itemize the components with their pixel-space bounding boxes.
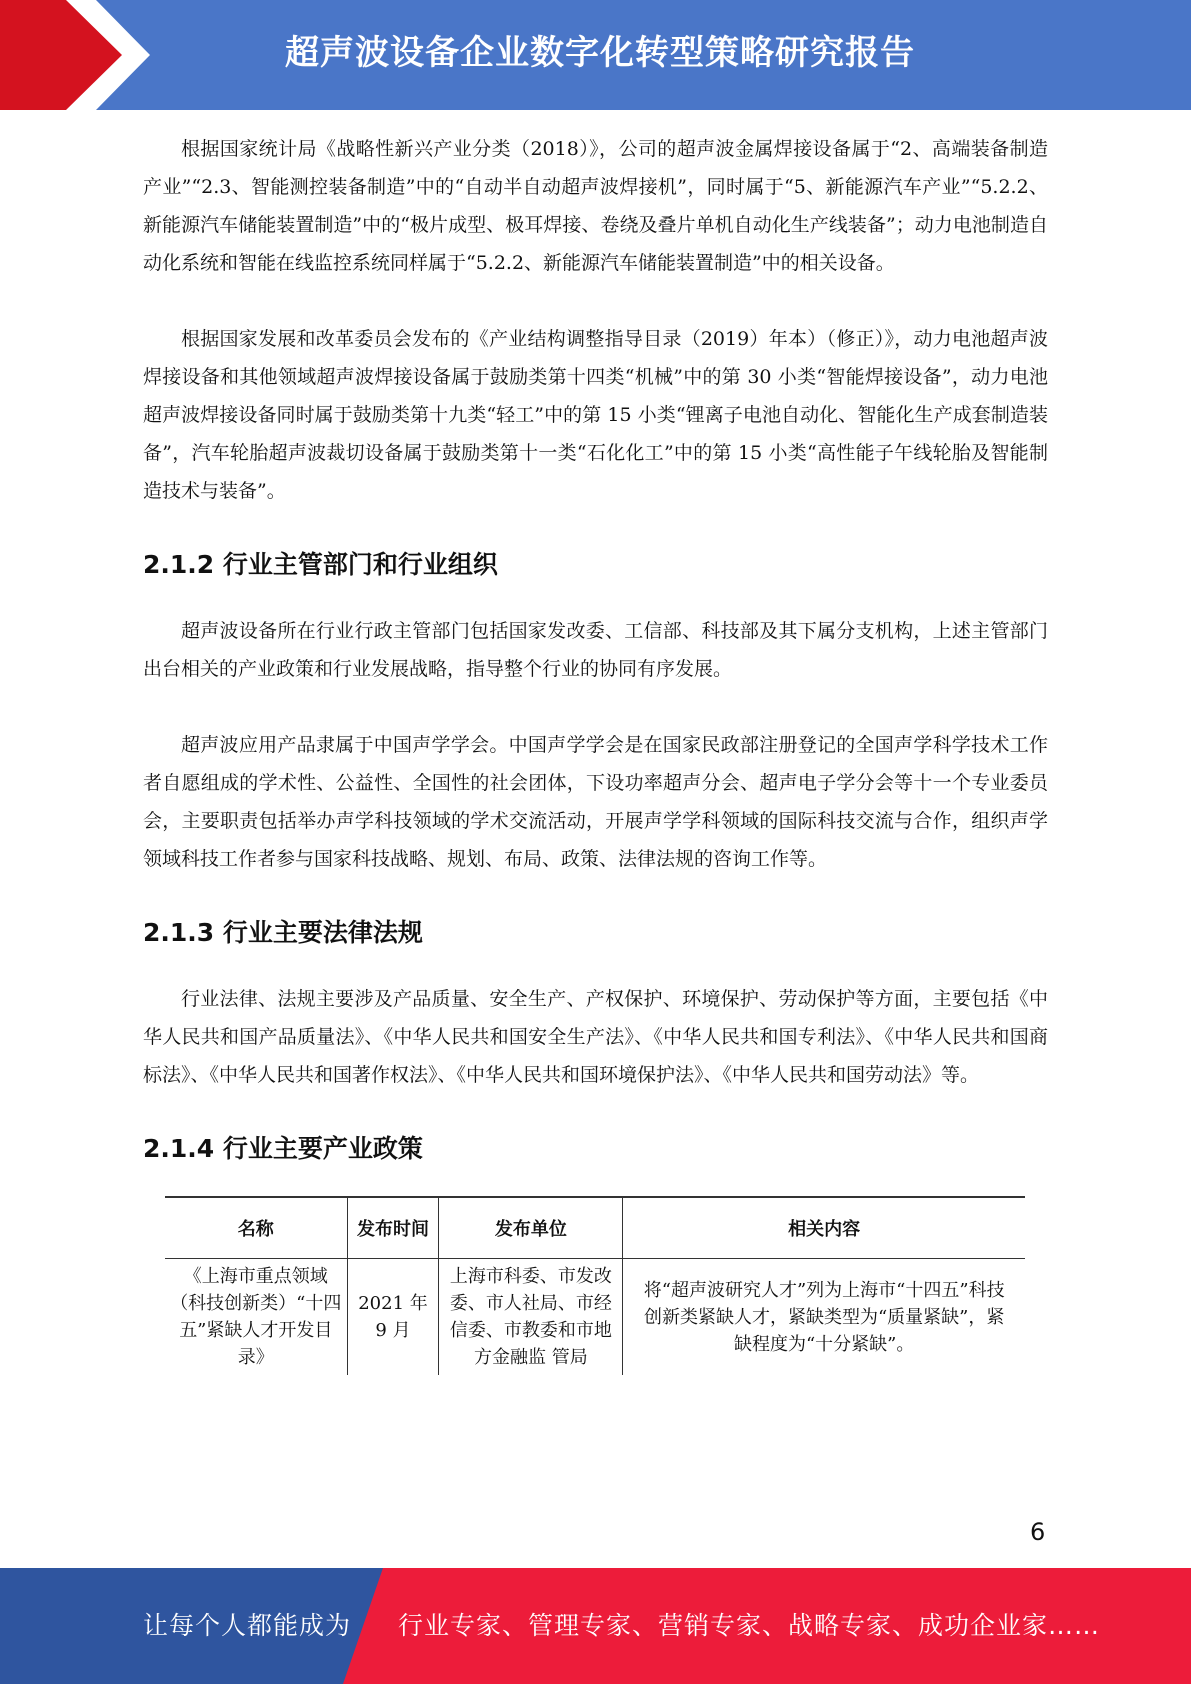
header-name: 名称: [165, 1197, 347, 1259]
page-number: 6: [1030, 1518, 1046, 1546]
cell-related-content: 将“超声波研究人才”列为上海市“十四五”科技创新类紧缺人才，紧缺类型为“质量紧缺”，紧缺程度为“十分紧缺”。: [643, 1279, 1005, 1355]
intro-paragraph-1: 根据国家统计局《战略性新兴产业分类（2018）》，公司的超声波金属焊接设备属于“2、高端装备制造产业”“2.3、智能测控装备制造”中的“自动半自动超声波焊接机”，同时属于“5、新能源汽车产业”“5.2.2、新能源汽车储能装置制造”中的“极片成型、极耳焊接、卷绕及叠片单机自动化生产线装备”；动力电池制造自动化系统和智能在线监控系统同样属于“5.2.2、新能源汽车储能装置制造”中的相关设备。: [143, 138, 1048, 274]
section-title-2-1-3: 2.1.3 行业主要法律法规: [143, 918, 423, 947]
section-2-1-2-paragraph-2: 超声波应用产品隶属于中国声学学会。中国声学学会是在国家民政部注册登记的全国声学科学技术工作者自愿组成的学术性、公益性、全国性的社会团体，下设功率超声分会、超声电子学分会等十一个专业委员会，主要职责包括举办声学科技领域的学术交流活动，开展声学学科领域的国际科技交流与合作，组织声学领域科技工作者参与国家科技战略、规划、布局、政策、法律法规的咨询工作等。: [143, 734, 1048, 870]
main-content: [143, 130, 1048, 1375]
intro-paragraph-2: 根据国家发展和改革委员会发布的《产业结构调整指导目录（2019）年本）（修正）》，动力电池超声波焊接设备和其他领域超声波焊接设备属于鼓励类第十四类“机械”中的第 30 小类“智能焊接设备”，动力电池超声波焊接设备同时属于鼓励类第十九类“轻工”中的第 15 小类“锂离子电池自动化、智能化生产成套制造装备”，汽车轮胎超声波裁切设备属于鼓励类第十一类“石化化工”中的第 15 小类“高性能子午线轮胎及智能制造技术与装备”。: [143, 328, 1048, 502]
header-release-unit: 发布单位: [439, 1197, 623, 1259]
section-2-1-2-paragraph-1: 超声波设备所在行业行政主管部门包括国家发改委、工信部、科技部及其下属分支机构，上述主管部门出台相关的产业政策和行业发展战略，指导整个行业的协同有序发展。: [143, 620, 1048, 680]
policy-table-wrapper: [165, 1196, 1025, 1375]
footer-slogan-right: 行业专家、管理专家、营销专家、战略专家、成功企业家……: [398, 1611, 1101, 1640]
table-row: [165, 1259, 1025, 1376]
cell-policy-name: 《上海市重点领域（科技创新类）“十四五”紧缺人才开发目录》: [170, 1266, 342, 1368]
table-header-row: [165, 1197, 1025, 1259]
report-title: 超声波设备企业数字化转型策略研究报告: [285, 33, 915, 73]
page-footer: [0, 1568, 1191, 1684]
policy-table: [165, 1196, 1025, 1375]
header-release-time: 发布时间: [347, 1197, 439, 1259]
section-title-2-1-4: 2.1.4 行业主要产业政策: [143, 1134, 423, 1163]
cell-related-content-wrapper: [623, 1259, 1025, 1376]
section-title-2-1-2: 2.1.2 行业主管部门和行业组织: [143, 550, 498, 579]
cell-release-unit: 上海市科委、市发改委、市人社局、市经信委、市教委和市地方金融监 管局: [439, 1259, 623, 1376]
section-2-1-3-paragraph-1: 行业法律、法规主要涉及产品质量、安全生产、产权保护、环境保护、劳动保护等方面，主要包括《中华人民共和国产品质量法》、《中华人民共和国安全生产法》、《中华人民共和国专利法》、《中华人民共和国商标法》、《中华人民共和国著作权法》、《中华人民共和国环境保护法》、《中华人民共和国劳动法》等。: [143, 988, 1048, 1086]
cell-release-time: 2021 年 9 月: [347, 1259, 439, 1376]
header-related-content: 相关内容: [623, 1197, 1025, 1259]
page-header: [0, 0, 1191, 110]
footer-slogan-left: 让每个人都能成为: [143, 1611, 352, 1640]
